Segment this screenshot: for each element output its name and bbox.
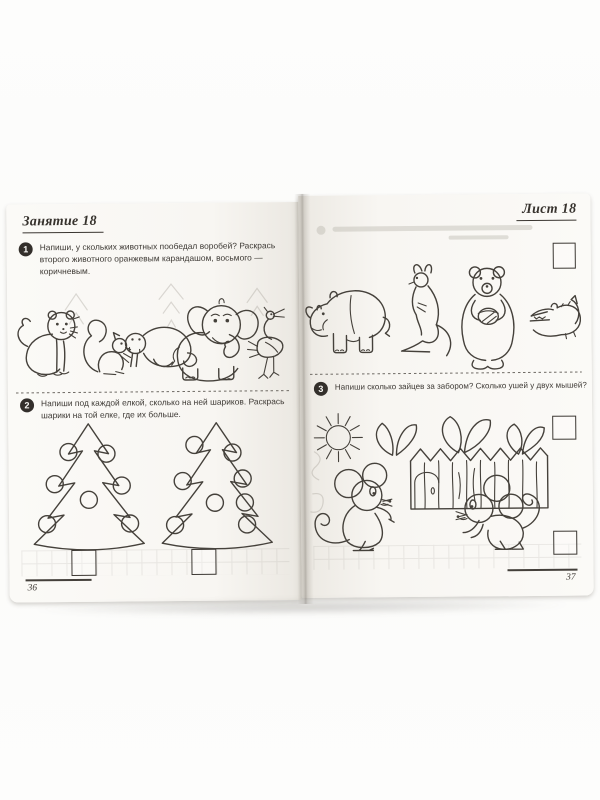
crocodile-drawing <box>530 296 580 339</box>
footer-rule-left <box>26 579 92 581</box>
squirrel-drawing <box>84 320 131 375</box>
elephant-drawing <box>171 298 258 381</box>
sun-drawing <box>314 413 362 461</box>
showthrough-text-line <box>332 225 532 232</box>
christmas-tree-2 <box>161 422 272 549</box>
showthrough-text-line-2 <box>449 235 509 240</box>
dashed-divider-right <box>310 372 582 375</box>
left-page-header: Занятие 18 <box>22 214 103 234</box>
rhinoceros-drawing <box>306 290 390 352</box>
right-page <box>298 193 593 598</box>
task-2-number-badge: 2 <box>20 398 34 412</box>
fence-drawing <box>410 448 548 509</box>
answer-box-tree-2[interactable] <box>191 549 216 575</box>
task-1-text: Напиши, у скольких животных пообедал воробей? Раскрась второго животного оранжевым карандашом, восьмого — коричневым. <box>39 240 276 277</box>
task-2-text: Напиши под каждой елкой, сколько на ней шариков. Раскрась шарики на той елке, где их больше. <box>40 396 285 421</box>
right-page-header: Лист 18 <box>516 202 576 222</box>
bear-with-honeycomb-drawing <box>461 267 514 370</box>
answer-box-tree-1[interactable] <box>71 550 96 576</box>
task-3-scene-illustration <box>308 404 559 554</box>
left-page <box>6 202 301 603</box>
showthrough-badge <box>316 226 325 235</box>
answer-box-rabbits[interactable] <box>552 416 576 440</box>
showthrough-trees <box>65 283 267 328</box>
crane-drawing <box>247 307 285 378</box>
top-animals-illustration <box>303 259 588 369</box>
answer-box-mouse-ears[interactable] <box>553 531 577 555</box>
page-number-right: 37 <box>566 572 576 583</box>
task-1-animals-illustration <box>11 282 294 386</box>
walrus-drawing <box>125 327 196 367</box>
dashed-divider-left <box>16 390 290 393</box>
christmas-tree-1 <box>33 423 144 550</box>
showthrough-grid-right <box>313 544 581 570</box>
mouse-left-drawing <box>315 463 395 551</box>
task-3-text: Напиши сколько зайцев за забором? Сколько ушей у двух мышей? <box>334 380 587 392</box>
open-book <box>6 191 594 606</box>
task-1 <box>19 240 285 278</box>
task-2-trees-illustration <box>26 418 279 548</box>
lion-cub-drawing <box>18 311 80 377</box>
task-3-number-badge: 3 <box>314 382 328 396</box>
showthrough-grid-left <box>21 548 289 576</box>
task-3 <box>314 380 586 396</box>
mouse-right-drawing <box>456 475 540 550</box>
tree-1-balls <box>38 443 139 533</box>
kangaroo-drawing <box>401 264 451 356</box>
task-1-number-badge: 1 <box>19 242 33 256</box>
page-number-left: 36 <box>27 583 38 594</box>
footer-rule-right <box>507 569 577 571</box>
